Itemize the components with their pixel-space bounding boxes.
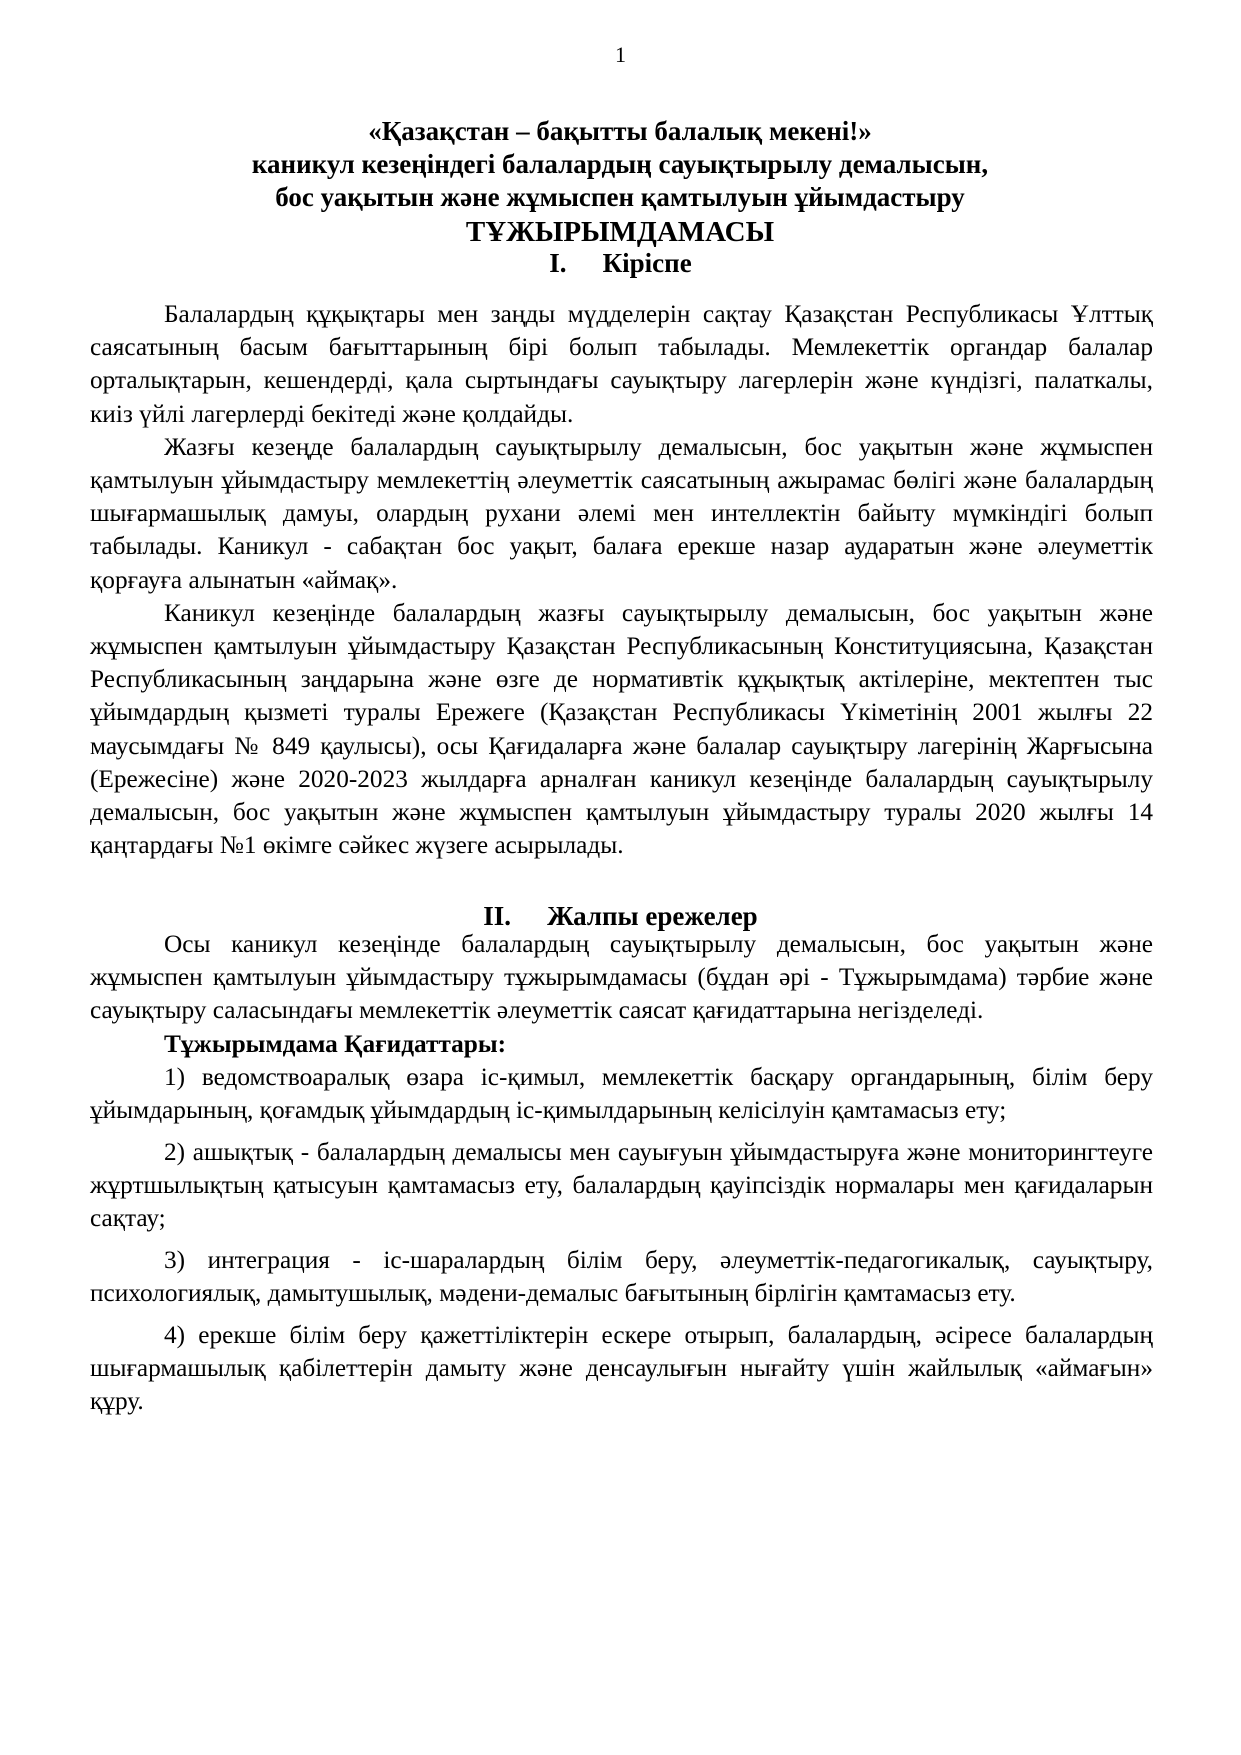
principle-item: 4) ерекше білім беру қажеттіліктерін ескере отырып, балалардың, әсіресе балалардың шығармашылық қабілеттерін дамыту және денсаулығын нығайту үшін жайлылық «аймағын» құру.: [90, 1320, 1153, 1416]
section-number: I.: [549, 248, 567, 278]
paragraph: Жазғы кезеңде балалардың сауықтырылу демалысын, бос уақытын және жұмыспен қамтылуын ұйымдастыру мемлекеттің әлеуметтік саясатының ажырамас бөлігі және балалардың шығармашылық дамуы, олардың рухани әлемі мен интеллектін байыту мүмкіндігі болып табылады. Каникул - сабақтан бос уақыт, балаға ерекше назар аударатын және әлеуметтік қорғауға алынатын «аймақ».: [90, 432, 1153, 594]
title-line-3: бос уақытын және жұмыспен қамтылуын ұйымдастыру: [275, 182, 965, 212]
section-1-body: [90, 298, 1153, 862]
section-title: Кіріспе: [602, 248, 692, 278]
section-title: Жалпы ережелер: [547, 901, 758, 931]
paragraph: Осы каникул кезеңінде балалардың сауықтырылу демалысын, бос уақытын және жұмыспен қамтылуын ұйымдастыру тұжырымдамасы (бұдан әрі - Тұжырымдама) тәрбие және сауықтыру саласындағы мемлекеттік әлеуметтік саясат қағидаттарына негізделеді.: [90, 930, 1153, 1025]
paragraph: Каникул кезеңінде балалардың жазғы сауықтырылу демалысын, бос уақытын және жұмыспен қамтылуын ұйымдастыру Қазақстан Республикасының Конституциясына, Қазақстан Республикасының заңдарына және өзге де нормативтік құқықтық актілеріне, мектептен тыс ұйымдардың қызметі туралы Ережеге (Қазақстан Республикасы Үкіметінің 2001 жылғы 22 маусымдағы № 849 қаулысы), осы Қағидаларға және балалар сауықтыру лагерінің Жарғысына (Ережесіне) және 2020-2023 жылдарға арналған каникул кезеңінде балалардың сауықтырылу демалысын, бос уақытын және жұмыспен қамтылуын ұйымдастыру туралы 2020 жылғы 14 қаңтардағы №1 өкімге сәйкес жүзеге асырылады.: [90, 598, 1153, 860]
title-line-4: ТҰЖЫРЫМДАМАСЫ: [465, 216, 775, 248]
principle-item: 3) интеграция - іс-шаралардың білім беру, әлеуметтік-педагогикалық, сауықтыру, психологиялық, дамытушылық, мәдени-демалыс бағытының бірлігін қамтамасыз ету.: [90, 1245, 1153, 1308]
title-line-2: каникул кезеңіндегі балалардың сауықтырылу демалысын,: [251, 149, 989, 179]
title-line-1: «Қазақстан – бақытты балалық мекені!»: [368, 116, 872, 146]
section-number: II.: [483, 901, 512, 931]
section-heading-1: [0, 246, 1241, 280]
principle-item: 1) ведомствоаралық өзара іс-қимыл, мемлекеттік басқару органдарының, білім беру ұйымдарының, қоғамдық ұйымдардың іс-қимылдарының келісілуін қамтамасыз ету;: [90, 1062, 1153, 1125]
principles-heading: Тұжырымдама Қағидаттары:: [164, 1029, 507, 1058]
document-title: [120, 115, 1120, 250]
paragraph: Балалардың құқықтары мен заңды мүдделерін сақтау Қазақстан Республикасы Ұлттық саясатының басым бағыттарының бірі болып табылады. Мемлекеттік органдар балалар орталықтарын, кешендерді, қала сыртындағы сауықтыру лагерлерін және күндізгі, палаткалы, киіз үйлі лагерлерді бекітеді және қолдайды.: [90, 300, 1153, 428]
page-number: 1: [615, 42, 626, 67]
section-2-body: [90, 928, 1153, 1427]
principle-item: 2) ашықтық - балалардың демалысы мен сауығуын ұйымдастыруға және мониторингтеуге жұртшылықтың қатысуын қамтамасыз ету, балалардың қауіпсіздік нормалары мен қағидаларын сақтау;: [90, 1137, 1153, 1233]
